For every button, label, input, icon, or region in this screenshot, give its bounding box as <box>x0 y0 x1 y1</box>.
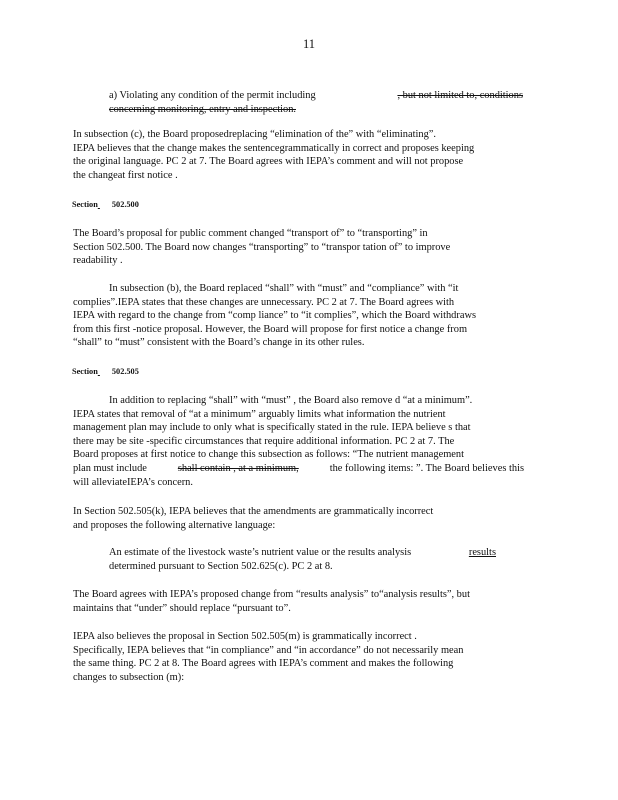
text-segment: plan must include <box>73 462 147 474</box>
paragraph-subsection-c <box>73 128 536 182</box>
page-number: 11 <box>302 37 316 51</box>
text-line: complies”.IEPA states that these changes are unnecessary. PC 2 at 7. The Board agrees with <box>73 296 455 308</box>
text-line: readability . <box>73 255 123 267</box>
text-line: The Board’s proposal for public comment changed “transport of” to “transporting” in <box>73 228 428 239</box>
text-line: determined pursuant to Section 502.625(c). PC 2 at 8. <box>109 560 333 572</box>
text-segment: a) Violating any condition of the permit including <box>109 90 316 101</box>
paragraph-at-a-minimum <box>73 394 536 489</box>
text-line: the original language. PC 2 at 7. The Board agrees with IEPA’s comment and will not propose <box>73 156 464 168</box>
paragraph-section-502-500 <box>73 227 487 268</box>
text-line: the same thing. PC 2 at 8. The Board agrees with IEPA’s comment and makes the following <box>73 658 454 670</box>
text-line: IEPA states that removal of “at a minimum” arguably limits what information the nutrient <box>73 408 446 420</box>
paragraph-results-analysis <box>73 588 536 615</box>
text-line: IEPA with regard to the change from “comp liance” to “it complies”, which the Board withdraws <box>73 310 477 322</box>
section-label: Section <box>72 367 98 376</box>
text-line: In subsection (b), the Board replaced “shall” with “must” and “compliance” with “it <box>109 283 459 294</box>
text-line <box>109 546 496 560</box>
text-line <box>109 103 321 117</box>
underlined-text: results <box>468 547 496 558</box>
text-segment: the following items: ”. The Board believes this <box>329 462 524 474</box>
section-heading-502-500 <box>72 200 157 209</box>
struck-text: shall contain , at a minimum, <box>177 462 299 474</box>
text-line: there may be site -specific circumstances that require additional information. PC 2 at 7. The <box>73 435 455 447</box>
paragraph-subsection-b <box>73 282 536 350</box>
text-line: the changeat first notice . <box>73 169 178 181</box>
text-segment: An estimate of the livestock waste’s nutrient value or the results analysis <box>109 547 412 558</box>
struck-text: concerning monitoring, entry and inspection. <box>109 103 296 115</box>
text-line: “shall” to “must” consistent with the Board’s change in its other rules. <box>73 337 365 349</box>
paragraph-subsection-m <box>73 630 536 684</box>
text-line: Board proposes at first notice to change this subsection as follows: “The nutrient management <box>73 449 464 461</box>
text-line: changes to subsection (m): <box>73 671 185 683</box>
text-line: IEPA also believes the proposal in Section 502.505(m) is grammatically incorrect . <box>73 631 417 642</box>
section-number: 502.505 <box>111 367 139 376</box>
text-line: Section 502.500. The Board now changes “transporting” to “transpor tation of” to improve <box>73 241 451 253</box>
text-line: will alleviateIEPA’s concern. <box>73 476 193 488</box>
quoted-alternative-language <box>109 546 496 573</box>
text-line <box>109 89 523 103</box>
text-line: Specifically, IEPA believes that “in compliance” and “in accordance” do not necessarily mean <box>73 644 464 656</box>
text-line <box>73 462 524 476</box>
paragraph-subsection-k <box>73 505 517 532</box>
text-line: and proposes the following alternative language: <box>73 519 276 531</box>
text-line: In subsection (c), the Board proposedreplacing “elimination of the” with “eliminating”. <box>73 129 436 140</box>
text-line: The Board agrees with IEPA’s proposed change from “results analysis” to“analysis results”, but <box>73 589 470 600</box>
section-number: 502.500 <box>111 200 139 209</box>
text-line: management plan may include to only what is specifically stated in the rule. IEPA believe s that <box>73 422 471 434</box>
text-line: IEPA believes that the change makes the sentencegrammatically in correct and proposes keeping <box>73 142 475 154</box>
struck-text: , but not limited to, conditions <box>397 90 523 101</box>
text-line: In addition to replacing “shall” with “must” , the Board also remove d “at a minimum”. <box>109 395 473 406</box>
text-line: from this first -notice proposal. However, the Board will propose for first notice a change from <box>73 323 468 335</box>
text-line: In Section 502.505(k), IEPA believes that the amendments are grammatically incorrect <box>73 506 434 517</box>
text-line: maintains that “under” should replace “pursuant to”. <box>73 602 291 614</box>
section-heading-502-505 <box>72 367 157 376</box>
amended-text-item-a <box>109 89 523 116</box>
section-label: Section <box>72 200 98 209</box>
